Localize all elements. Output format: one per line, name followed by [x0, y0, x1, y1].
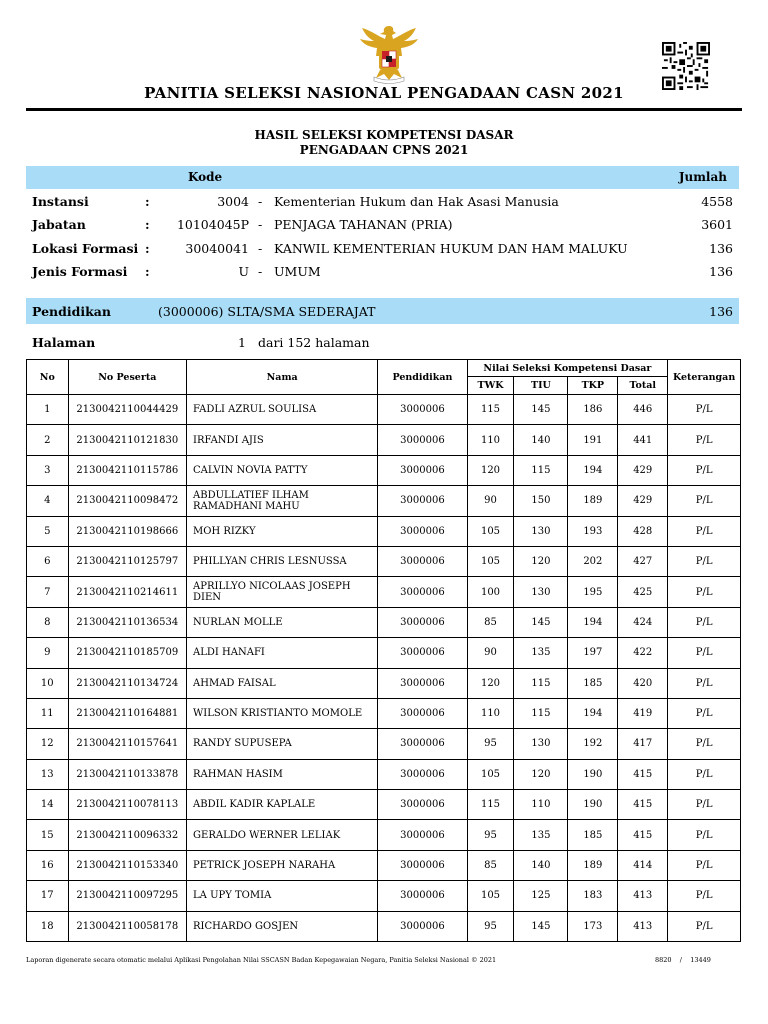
row-pendidikan: 3000006 — [378, 881, 467, 911]
row-total: 414 — [618, 850, 668, 880]
row-pendidikan: 3000006 — [378, 546, 467, 576]
row-total: 417 — [618, 729, 668, 759]
row-twk: 110 — [467, 425, 514, 455]
row-no: 18 — [27, 911, 69, 941]
row-keterangan: P/L — [668, 759, 741, 789]
row-tiu: 145 — [514, 395, 568, 425]
info-dash: - — [258, 194, 263, 209]
page-title: PANITIA SELEKSI NASIONAL PENGADAAN CASN 2021 — [144, 84, 624, 102]
qr-code-icon — [662, 42, 710, 90]
row-twk: 120 — [467, 455, 514, 485]
info-desc: Kementerian Hukum dan Hak Asasi Manusia — [274, 194, 559, 209]
row-tkp: 186 — [568, 395, 618, 425]
info-label: Instansi — [32, 194, 89, 209]
row-tiu: 140 — [514, 425, 568, 455]
row-total: 415 — [618, 790, 668, 820]
row-nama: ABDIL KADIR KAPLALE — [187, 790, 378, 820]
row-tkp: 189 — [568, 486, 618, 516]
info-amount: 136 — [709, 241, 733, 256]
info-row-instansi — [26, 194, 739, 214]
row-no-peserta: 2130042110136534 — [68, 607, 186, 637]
table-row — [27, 425, 741, 455]
col-header-pendidikan: Pendidikan — [378, 360, 467, 395]
col-header-keterangan: Keterangan — [668, 360, 741, 395]
row-twk: 90 — [467, 638, 514, 668]
row-no: 5 — [27, 516, 69, 546]
row-no: 10 — [27, 668, 69, 698]
table-row — [27, 486, 741, 516]
col-header-tiu: TIU — [514, 377, 568, 395]
row-nama: ALDI HANAFI — [187, 638, 378, 668]
row-twk: 120 — [467, 668, 514, 698]
report-subtitle-year: PENGADAAN CPNS 2021 — [299, 143, 469, 157]
row-twk: 105 — [467, 546, 514, 576]
row-nama: ABDULLATIEF ILHAM RAMADHANI MAHU — [187, 486, 378, 516]
row-pendidikan: 3000006 — [378, 759, 467, 789]
row-tkp: 173 — [568, 911, 618, 941]
info-row-lokasi-formasi — [26, 241, 739, 261]
pendidikan-desc: (3000006) SLTA/SMA SEDERAJAT — [158, 304, 376, 319]
row-tiu: 125 — [514, 881, 568, 911]
row-total: 429 — [618, 455, 668, 485]
footer-note: Laporan digenerate secara otomatic melalui Aplikasi Pengolahan Nilai SSCASN Badan Kepegawaian Negara, Panitia Seleksi Nasional © 2021 — [26, 956, 497, 964]
info-desc: PENJAGA TAHANAN (PRIA) — [274, 217, 453, 232]
row-keterangan: P/L — [668, 668, 741, 698]
row-tiu: 130 — [514, 516, 568, 546]
row-tiu: 140 — [514, 850, 568, 880]
row-nama: LA UPY TOMIA — [187, 881, 378, 911]
row-pendidikan: 3000006 — [378, 911, 467, 941]
kode-label: Kode — [188, 170, 223, 184]
row-tkp: 183 — [568, 881, 618, 911]
row-total: 428 — [618, 516, 668, 546]
row-no-peserta: 2130042110121830 — [68, 425, 186, 455]
row-keterangan: P/L — [668, 729, 741, 759]
info-row-jenis-formasi — [26, 264, 739, 284]
row-tkp: 195 — [568, 577, 618, 607]
row-tiu: 135 — [514, 638, 568, 668]
row-nama: IRFANDI AJIS — [187, 425, 378, 455]
row-nama: APRILLYO NICOLAAS JOSEPH DIEN — [187, 577, 378, 607]
row-nama: AHMAD FAISAL — [187, 668, 378, 698]
row-keterangan: P/L — [668, 577, 741, 607]
row-twk: 90 — [467, 486, 514, 516]
row-pendidikan: 3000006 — [378, 516, 467, 546]
row-pendidikan: 3000006 — [378, 395, 467, 425]
row-no-peserta: 2130042110198666 — [68, 516, 186, 546]
report-subtitle: HASIL SELEKSI KOMPETENSI DASAR — [254, 128, 514, 142]
row-no: 6 — [27, 546, 69, 576]
row-nama: RICHARDO GOSJEN — [187, 911, 378, 941]
row-pendidikan: 3000006 — [378, 607, 467, 637]
footer-page-count: 8820 / 13449 — [655, 956, 711, 964]
row-tiu: 130 — [514, 577, 568, 607]
row-keterangan: P/L — [668, 790, 741, 820]
col-header-tkp: TKP — [568, 377, 618, 395]
row-tiu: 120 — [514, 759, 568, 789]
row-tkp: 190 — [568, 790, 618, 820]
row-no-peserta: 2130042110164881 — [68, 698, 186, 728]
row-nama: NURLAN MOLLE — [187, 607, 378, 637]
row-no: 13 — [27, 759, 69, 789]
row-keterangan: P/L — [668, 911, 741, 941]
row-tkp: 202 — [568, 546, 618, 576]
table-row — [27, 668, 741, 698]
row-nama: PHILLYAN CHRIS LESNUSSA — [187, 546, 378, 576]
table-row — [27, 698, 741, 728]
row-total: 413 — [618, 911, 668, 941]
row-twk: 95 — [467, 911, 514, 941]
row-nama: FADLI AZRUL SOULISA — [187, 395, 378, 425]
row-tiu: 115 — [514, 455, 568, 485]
row-keterangan: P/L — [668, 850, 741, 880]
table-row — [27, 607, 741, 637]
row-pendidikan: 3000006 — [378, 425, 467, 455]
row-total: 415 — [618, 759, 668, 789]
row-nama: GERALDO WERNER LELIAK — [187, 820, 378, 850]
info-desc: KANWIL KEMENTERIAN HUKUM DAN HAM MALUKU — [274, 241, 628, 256]
row-keterangan: P/L — [668, 638, 741, 668]
row-nama: MOH RIZKY — [187, 516, 378, 546]
row-pendidikan: 3000006 — [378, 486, 467, 516]
row-total: 415 — [618, 820, 668, 850]
halaman-total: dari 152 halaman — [258, 335, 370, 350]
row-total: 420 — [618, 668, 668, 698]
row-nama: RAHMAN HASIM — [187, 759, 378, 789]
row-tkp: 190 — [568, 759, 618, 789]
row-no: 17 — [27, 881, 69, 911]
info-label: Jabatan — [32, 217, 86, 232]
row-keterangan: P/L — [668, 698, 741, 728]
row-pendidikan: 3000006 — [378, 455, 467, 485]
row-no: 8 — [27, 607, 69, 637]
row-keterangan: P/L — [668, 607, 741, 637]
row-twk: 100 — [467, 577, 514, 607]
row-keterangan: P/L — [668, 455, 741, 485]
row-pendidikan: 3000006 — [378, 850, 467, 880]
row-nama: PETRICK JOSEPH NARAHA — [187, 850, 378, 880]
row-total: 429 — [618, 486, 668, 516]
row-tkp: 192 — [568, 729, 618, 759]
row-keterangan: P/L — [668, 881, 741, 911]
col-header-twk: TWK — [467, 377, 514, 395]
row-keterangan: P/L — [668, 425, 741, 455]
row-total: 422 — [618, 638, 668, 668]
info-dash: - — [258, 241, 263, 256]
row-tkp: 194 — [568, 698, 618, 728]
table-row — [27, 820, 741, 850]
col-header-nama: Nama — [187, 360, 378, 395]
row-no-peserta: 2130042110115786 — [68, 455, 186, 485]
info-code: 30040041 — [185, 241, 249, 256]
row-no: 1 — [27, 395, 69, 425]
table-row — [27, 395, 741, 425]
info-code: 10104045P — [176, 217, 249, 232]
row-tiu: 150 — [514, 486, 568, 516]
info-dash: - — [258, 217, 263, 232]
row-twk: 105 — [467, 881, 514, 911]
info-row-jabatan — [26, 217, 739, 237]
row-twk: 115 — [467, 790, 514, 820]
row-tiu: 130 — [514, 729, 568, 759]
info-dash: - — [258, 264, 263, 279]
row-pendidikan: 3000006 — [378, 790, 467, 820]
row-pendidikan: 3000006 — [378, 577, 467, 607]
row-tkp: 189 — [568, 850, 618, 880]
row-no-peserta: 2130042110096332 — [68, 820, 186, 850]
row-no-peserta: 2130042110185709 — [68, 638, 186, 668]
row-tiu: 115 — [514, 698, 568, 728]
info-amount: 136 — [709, 264, 733, 279]
row-keterangan: P/L — [668, 546, 741, 576]
row-no-peserta: 2130042110133878 — [68, 759, 186, 789]
table-row — [27, 516, 741, 546]
row-pendidikan: 3000006 — [378, 698, 467, 728]
row-no: 4 — [27, 486, 69, 516]
row-tkp: 193 — [568, 516, 618, 546]
pendidikan-amount: 136 — [709, 304, 733, 319]
row-no: 3 — [27, 455, 69, 485]
row-no-peserta: 2130042110078113 — [68, 790, 186, 820]
row-nama: RANDY SUPUSEPA — [187, 729, 378, 759]
row-total: 419 — [618, 698, 668, 728]
row-no-peserta: 2130042110157641 — [68, 729, 186, 759]
row-keterangan: P/L — [668, 516, 741, 546]
row-keterangan: P/L — [668, 486, 741, 516]
col-header-nilai: Nilai Seleksi Kompetensi Dasar — [467, 360, 668, 377]
row-tkp: 194 — [568, 607, 618, 637]
row-tiu: 145 — [514, 911, 568, 941]
table-row — [27, 546, 741, 576]
row-tkp: 191 — [568, 425, 618, 455]
row-nama: CALVIN NOVIA PATTY — [187, 455, 378, 485]
row-no-peserta: 2130042110125797 — [68, 546, 186, 576]
title-divider — [26, 108, 742, 111]
row-tkp: 185 — [568, 668, 618, 698]
row-pendidikan: 3000006 — [378, 668, 467, 698]
row-total: 425 — [618, 577, 668, 607]
info-label: Jenis Formasi — [32, 264, 128, 279]
info-colon: : — [145, 264, 150, 279]
row-pendidikan: 3000006 — [378, 729, 467, 759]
row-total: 424 — [618, 607, 668, 637]
row-twk: 105 — [467, 516, 514, 546]
row-total: 427 — [618, 546, 668, 576]
pendidikan-band — [26, 298, 739, 324]
row-no: 15 — [27, 820, 69, 850]
results-table — [26, 359, 741, 942]
info-colon: : — [145, 194, 150, 209]
row-tiu: 120 — [514, 546, 568, 576]
info-colon: : — [145, 241, 150, 256]
table-row — [27, 850, 741, 880]
col-header-total: Total — [618, 377, 668, 395]
row-twk: 85 — [467, 850, 514, 880]
row-no-peserta: 2130042110153340 — [68, 850, 186, 880]
col-header-no: No — [27, 360, 69, 395]
col-header-no-peserta: No Peserta — [68, 360, 186, 395]
info-amount: 4558 — [701, 194, 733, 209]
row-no-peserta: 2130042110098472 — [68, 486, 186, 516]
pendidikan-label: Pendidikan — [32, 304, 111, 319]
info-code: U — [238, 264, 249, 279]
row-no-peserta: 2130042110214611 — [68, 577, 186, 607]
garuda-emblem-icon — [356, 20, 422, 86]
row-total: 441 — [618, 425, 668, 455]
row-tkp: 197 — [568, 638, 618, 668]
row-tkp: 185 — [568, 820, 618, 850]
row-nama: WILSON KRISTIANTO MOMOLE — [187, 698, 378, 728]
row-no-peserta: 2130042110044429 — [68, 395, 186, 425]
jumlah-label: Jumlah — [678, 170, 727, 184]
row-twk: 110 — [467, 698, 514, 728]
row-twk: 95 — [467, 729, 514, 759]
row-no: 7 — [27, 577, 69, 607]
row-tkp: 194 — [568, 455, 618, 485]
row-keterangan: P/L — [668, 395, 741, 425]
row-pendidikan: 3000006 — [378, 638, 467, 668]
halaman-label: Halaman — [32, 335, 96, 350]
row-no-peserta: 2130042110097295 — [68, 881, 186, 911]
row-total: 446 — [618, 395, 668, 425]
table-row — [27, 729, 741, 759]
table-row — [27, 577, 741, 607]
row-twk: 105 — [467, 759, 514, 789]
info-desc: UMUM — [274, 264, 321, 279]
row-keterangan: P/L — [668, 820, 741, 850]
table-row — [27, 455, 741, 485]
info-colon: : — [145, 217, 150, 232]
row-twk: 85 — [467, 607, 514, 637]
row-no: 2 — [27, 425, 69, 455]
row-total: 413 — [618, 881, 668, 911]
halaman-number: 1 — [238, 335, 246, 350]
row-no: 16 — [27, 850, 69, 880]
row-no: 12 — [27, 729, 69, 759]
row-tiu: 145 — [514, 607, 568, 637]
row-tiu: 115 — [514, 668, 568, 698]
table-row — [27, 759, 741, 789]
info-amount: 3601 — [701, 217, 733, 232]
row-tiu: 110 — [514, 790, 568, 820]
row-no-peserta: 2130042110134724 — [68, 668, 186, 698]
table-row — [27, 911, 741, 941]
row-no: 9 — [27, 638, 69, 668]
row-pendidikan: 3000006 — [378, 820, 467, 850]
row-tiu: 135 — [514, 820, 568, 850]
info-code: 3004 — [217, 194, 249, 209]
row-no: 14 — [27, 790, 69, 820]
kode-header-band — [26, 166, 739, 189]
row-twk: 115 — [467, 395, 514, 425]
table-row — [27, 881, 741, 911]
table-row — [27, 638, 741, 668]
row-no-peserta: 2130042110058178 — [68, 911, 186, 941]
table-row — [27, 790, 741, 820]
info-label: Lokasi Formasi — [32, 241, 139, 256]
row-twk: 95 — [467, 820, 514, 850]
row-no: 11 — [27, 698, 69, 728]
